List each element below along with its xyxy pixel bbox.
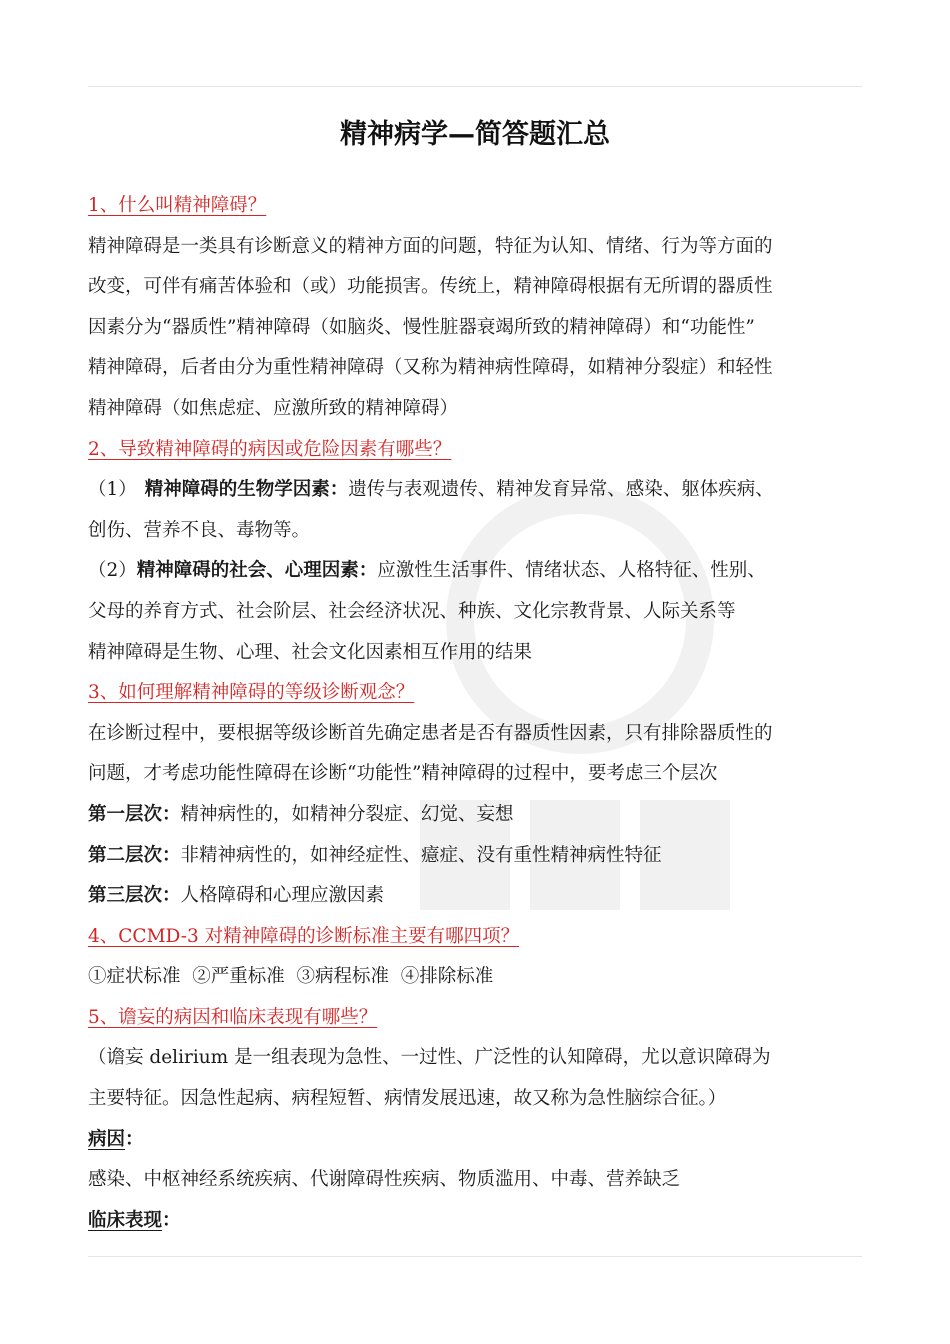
question-4: [88, 917, 878, 958]
top-divider: [88, 86, 862, 87]
clinical-heading-row: [88, 1201, 878, 1242]
question-2-title: 2、导致精神障碍的病因或危险因素有哪些？: [88, 438, 452, 460]
answer-3-line: 在诊断过程中，要根据等级诊断首先确定患者是否有器质性因素，只有排除器质性的: [88, 722, 773, 744]
answer-2-item-2: [88, 551, 878, 592]
level-3: [88, 876, 878, 917]
question-2: [88, 430, 878, 471]
document-body: [88, 186, 878, 1241]
item-prefix: （2）: [88, 560, 137, 582]
item-text: 遗传与表观遗传、精神发育异常、感染、躯体疾病、: [348, 479, 774, 501]
level-label: 第二层次：: [88, 844, 181, 866]
level-text: 非精神病性的，如神经症性、癔症、没有重性精神病性特征: [180, 844, 662, 866]
answer-5-note: 主要特征。因急性起病、病程短暂、病情发展迅速，故又称为急性脑综合征。）: [88, 1088, 727, 1110]
cause-text: 感染、中枢神经系统疾病、代谢障碍性疾病、物质滥用、中毒、营养缺乏: [88, 1169, 681, 1191]
question-5: [88, 998, 878, 1039]
answer-4: ①症状标准 ②严重标准 ③病程标准 ④排除标准: [88, 966, 494, 988]
item-text: 应激性生活事件、情绪状态、人格特征、性别、: [377, 560, 766, 582]
clinical-colon: ：: [162, 1209, 181, 1231]
level-2: [88, 836, 878, 877]
answer-1-line: 精神障碍是一类具有诊断意义的精神方面的问题，特征为认知、情绪、行为等方面的: [88, 235, 773, 257]
clinical-heading: 临床表现: [88, 1209, 163, 1231]
level-text: 精神病性的，如精神分裂症、幻觉、妄想: [180, 803, 514, 825]
question-4-title: 4、CCMD-3 对精神障碍的诊断标准主要有哪四项？: [88, 925, 520, 947]
cause-heading-row: [88, 1120, 878, 1161]
answer-3-line: 问题，才考虑功能性障碍在诊断“功能性”精神障碍的过程中，要考虑三个层次: [88, 763, 718, 785]
answer-2-item-1-cont: 创伤、营养不良、毒物等。: [88, 519, 311, 541]
level-label: 第一层次：: [88, 803, 181, 825]
level-text: 人格障碍和心理应激因素: [180, 885, 385, 907]
question-1: [88, 186, 878, 227]
item-label: 精神障碍的生物学因素：: [144, 479, 349, 501]
question-5-title: 5、谵妄的病因和临床表现有哪些？: [88, 1006, 378, 1028]
question-1-title: 1、什么叫精神障碍？: [88, 195, 267, 216]
question-3-title: 3、如何理解精神障碍的等级诊断观念？: [88, 682, 415, 704]
level-1: [88, 795, 878, 836]
cause-heading: 病因: [88, 1128, 126, 1150]
level-label: 第三层次：: [88, 885, 181, 907]
item-prefix: （1）: [88, 479, 137, 501]
answer-1-line: 改变，可伴有痛苦体验和（或）功能损害。传统上，精神障碍根据有无所谓的器质性: [88, 276, 773, 298]
answer-2-conclusion: 精神障碍是生物、心理、社会文化因素相互作用的结果: [88, 641, 533, 663]
answer-2-item-2-cont: 父母的养育方式、社会阶层、社会经济状况、种族、文化宗教背景、人际关系等: [88, 600, 736, 622]
cause-colon: ：: [125, 1128, 144, 1150]
bottom-divider: [88, 1256, 862, 1257]
answer-5-note: （谵妄 delirium 是一组表现为急性、一过性、广泛性的认知障碍，尤以意识障碍为: [88, 1047, 771, 1069]
answer-1-line: 精神障碍，后者由分为重性精神障碍（又称为精神病性障碍，如精神分裂症）和轻性: [88, 357, 773, 379]
answer-1-line: 精神障碍（如焦虑症、应激所致的精神障碍）: [88, 397, 459, 419]
item-label: 精神障碍的社会、心理因素：: [136, 560, 378, 582]
question-3: [88, 673, 878, 714]
page-title: 精神病学—简答题汇总: [340, 119, 610, 150]
answer-2-item-1: [88, 470, 878, 511]
answer-1-line: 因素分为“器质性”精神障碍（如脑炎、慢性脏器衰竭所致的精神障碍）和“功能性”: [88, 316, 755, 338]
